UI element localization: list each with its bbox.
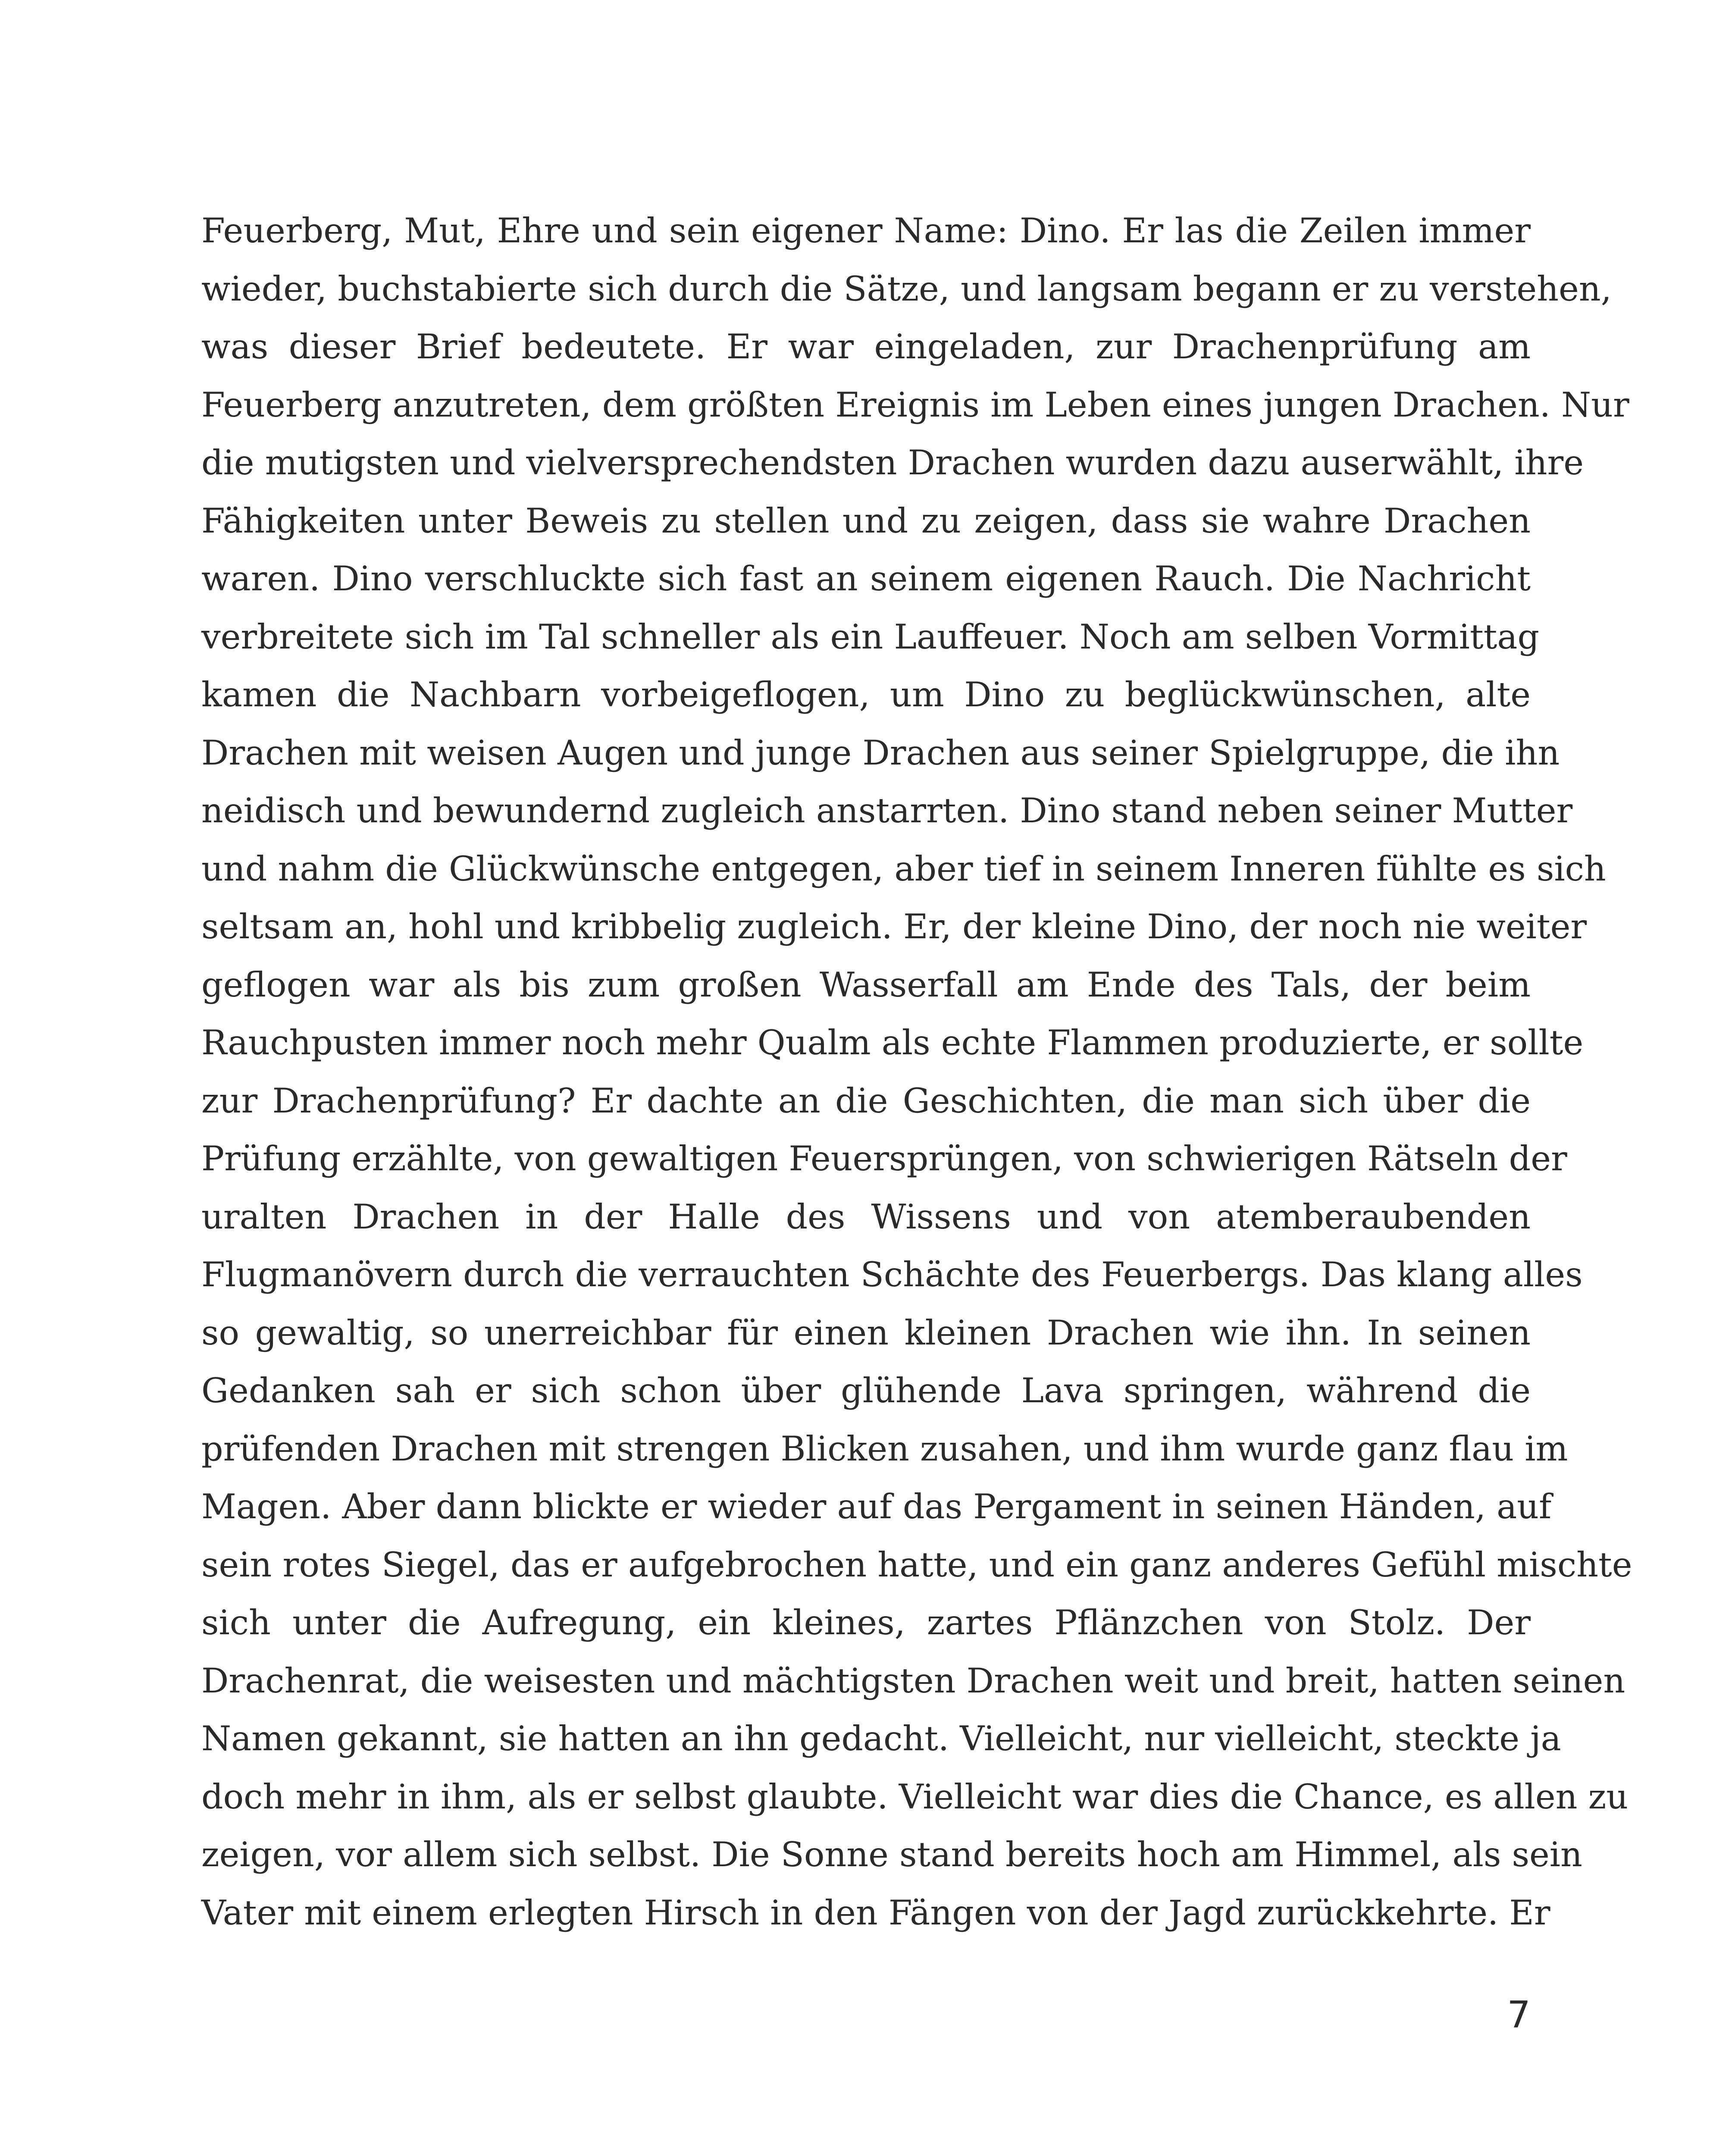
text-line: verbreitete sich im Tal schneller als ein Lauffeuer. Noch am selben Vormittag (201, 617, 1540, 657)
text-line: sich unter die Aufregung, ein kleines, zartes Pflänzchen von Stolz. Der (201, 1603, 1531, 1642)
text-line: Drachenrat, die weisesten und mächtigsten Drachen weit und breit, hatten seinen (201, 1661, 1626, 1701)
text-line: doch mehr in ihm, als er selbst glaubte. Vielleicht war dies die Chance, es allen zu (201, 1777, 1629, 1817)
text-line: zeigen, vor allem sich selbst. Die Sonne stand bereits hoch am Himmel, als sein (201, 1835, 1582, 1874)
text-line: Gedanken sah er sich schon über glühende Lava springen, während die (201, 1371, 1531, 1410)
page-number: 7 (1507, 1993, 1531, 2037)
text-line: Feuerberg, Mut, Ehre und sein eigener Name: Dino. Er las die Zeilen immer (201, 211, 1531, 251)
text-line: wieder, buchstabierte sich durch die Sätze, und langsam begann er zu verstehen, (201, 269, 1612, 309)
text-line: was dieser Brief bedeutete. Er war eingeladen, zur Drachenprüfung am (201, 327, 1531, 367)
text-line: prüfenden Drachen mit strengen Blicken zusahen, und ihm wurde ganz flau im (201, 1429, 1568, 1469)
text-line: Vater mit einem erlegten Hirsch in den Fängen von der Jagd zurückkehrte. Er (201, 1893, 1550, 1933)
text-line: sein rotes Siegel, das er aufgebrochen hatte, und ein ganz anderes Gefühl mischte (201, 1545, 1632, 1585)
body-text (201, 202, 1632, 1942)
text-line: und nahm die Glückwünsche entgegen, aber tief in seinem Inneren fühlte es sich (201, 849, 1606, 889)
text-line: so gewaltig, so unerreichbar für einen kleinen Drachen wie ihn. In seinen (201, 1313, 1531, 1353)
text-line: uralten Drachen in der Halle des Wissens und von atemberaubenden (201, 1197, 1531, 1237)
text-line: seltsam an, hohl und kribbelig zugleich. Er, der kleine Dino, der noch nie weiter (201, 907, 1587, 946)
text-line: die mutigsten und vielversprechendsten Drachen wurden dazu auserwählt, ihre (201, 443, 1584, 483)
text-line: zur Drachenprüfung? Er dachte an die Geschichten, die man sich über die (201, 1081, 1531, 1121)
text-line: neidisch und bewundernd zugleich anstarrten. Dino stand neben seiner Mutter (201, 791, 1573, 830)
text-line: Fähigkeiten unter Beweis zu stellen und zu zeigen, dass sie wahre Drachen (201, 501, 1531, 541)
text-line: kamen die Nachbarn vorbeigeflogen, um Dino zu beglückwünschen, alte (201, 675, 1531, 714)
text-line: Magen. Aber dann blickte er wieder auf das Pergament in seinen Händen, auf (201, 1487, 1552, 1526)
text-line: Namen gekannt, sie hatten an ihn gedacht. Vielleicht, nur vielleicht, steckte ja (201, 1719, 1561, 1758)
text-line: Drachen mit weisen Augen und junge Drachen aus seiner Spielgruppe, die ihn (201, 733, 1560, 773)
text-line: waren. Dino verschluckte sich fast an seinem eigenen Rauch. Die Nachricht (201, 559, 1531, 599)
text-line: Rauchpusten immer noch mehr Qualm als echte Flammen produzierte, er sollte (201, 1023, 1584, 1062)
text-line: geflogen war als bis zum großen Wasserfall am Ende des Tals, der beim (201, 965, 1531, 1005)
text-line: Flugmanövern durch die verrauchten Schächte des Feuerbergs. Das klang alles (201, 1255, 1583, 1294)
text-line: Feuerberg anzutreten, dem größten Ereignis im Leben eines jungen Drachen. Nur (201, 385, 1629, 425)
text-line: Prüfung erzählte, von gewaltigen Feuersprüngen, von schwierigen Rätseln der (201, 1139, 1567, 1178)
